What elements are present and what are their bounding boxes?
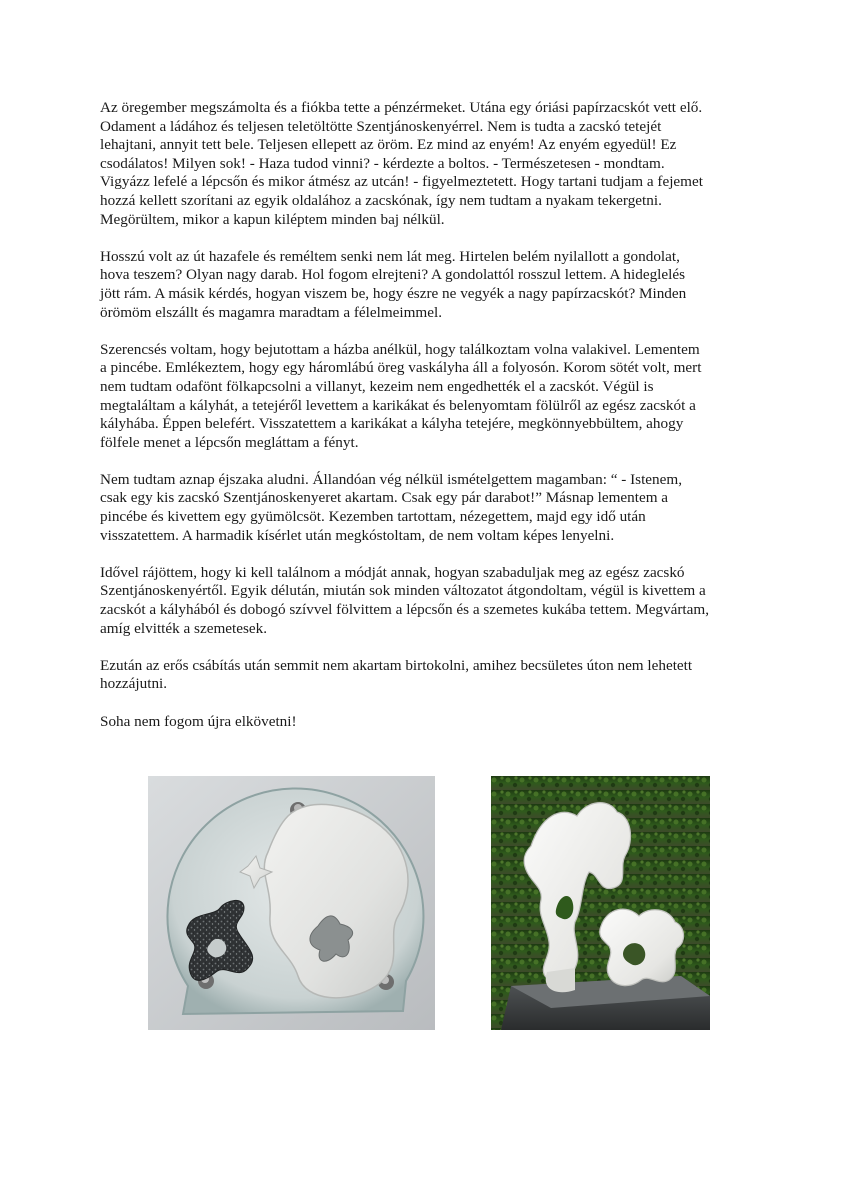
paragraph-1: Az öregember megszámolta és a fiókba tette a pénzérmeket. Utána egy óriási papírzacskót vett elő. Odament a ládához és teljesen teletöltötte Szentjánoskenyérrel. Nem is tudta a zacskó tetejét lehajtani, annyit tett bele. Teljesen ellepett az öröm. Ez mind az enyém! Az enyém egyedül! Ez csodálatos! Milyen sok! - Haza tudod vinni? - kérdezte a boltos. - Természetesen - mondtam. Vigyázz lefelé a lépcsőn és mikor átmész az utcán! - figyelmeztetett. Hogy tartani tudjam a fejemet hozzá kellett szorítani az egyik oldalához a zacskónak, így nem tudtam a nyakam tekergetni. Megörültem, mikor a kapun kiléptem minden baj nélkül.: [100, 99, 703, 228]
glass-disc-marble-sculpture-photo: [148, 776, 435, 1030]
paragraph-5: Idővel rájöttem, hogy ki kell találnom a módját annak, hogyan szabaduljak meg az egész zacskó Szentjánoskenyértől. Egyik délután, miután sok minden változatot átgondoltam, végül is kivettem a zacskót a kályhából és dobogó szívvel fölvittem a lépcsőn és a szemetes kukába tettem. Megvártam, amíg elvitték a szemetesek.: [100, 563, 709, 637]
paragraph-4: Nem tudtam aznap éjszaka aludni. Állandóan vég nélkül ismételgettem magamban: “ - Istenem, csak egy kis zacskó Szentjánoskenyeret akartam. Csak egy pár darabot!” Másnap lementem a pincébe és kivettem egy gyümölcsöt. Kezemben tartottam, nézegettem, majd egy idő után visszatettem. A harmadik kísérlet után megkóstoltam, de nem voltam képes lenyelni.: [100, 470, 682, 544]
white-marble-figures-sculpture-icon: [491, 776, 710, 1030]
glass-disc-marble-sculpture-icon: [148, 776, 435, 1030]
white-marble-figures-sculpture-photo: [491, 776, 710, 1030]
paragraph-6: Ezután az erős csábítás után semmit nem akartam birtokolni, amihez becsületes úton nem lehetett hozzájutni.: [100, 656, 693, 693]
paragraph-2: Hosszú volt az út hazafele és reméltem senki nem lát meg. Hirtelen belém nyilallott a gondolat, hova teszem? Olyan nagy darab. Hol fogom elrejteni? A gondolattól rosszul lettem. A hideglelés jött rám. A másik kérdés, hogyan viszem be, hogy észre ne vegyék a nagy papírzacskót? Minden örömöm elszállt és magamra maradtam a félelmeimmel.: [100, 247, 687, 321]
paragraph-7: Soha nem fogom újra elkövetni!: [100, 712, 297, 730]
photo-row: [0, 776, 848, 1036]
document-body: [100, 99, 760, 750]
paragraph-3: Szerencsés voltam, hogy bejutottam a házba anélkül, hogy találkoztam volna valakivel. Lementem a pincébe. Emlékeztem, hogy egy háromlábú öreg vaskályha áll a folyosón. Korom sötét volt, mert nem tudtam odafönt fölkapcsolni a villanyt, kezeim nem engedhették el a zacskót. Végül is megtaláltam a kályhát, a tetejéről levettem a karikákat és belenyomtam fölülről az egész zacskót a kályhába. Éppen belefért. Visszatettem a karikákat a kályha tetejére, megkönnyebbültem, ahogy fölfele menet a lépcsőn megláttam a fényt.: [100, 340, 702, 451]
